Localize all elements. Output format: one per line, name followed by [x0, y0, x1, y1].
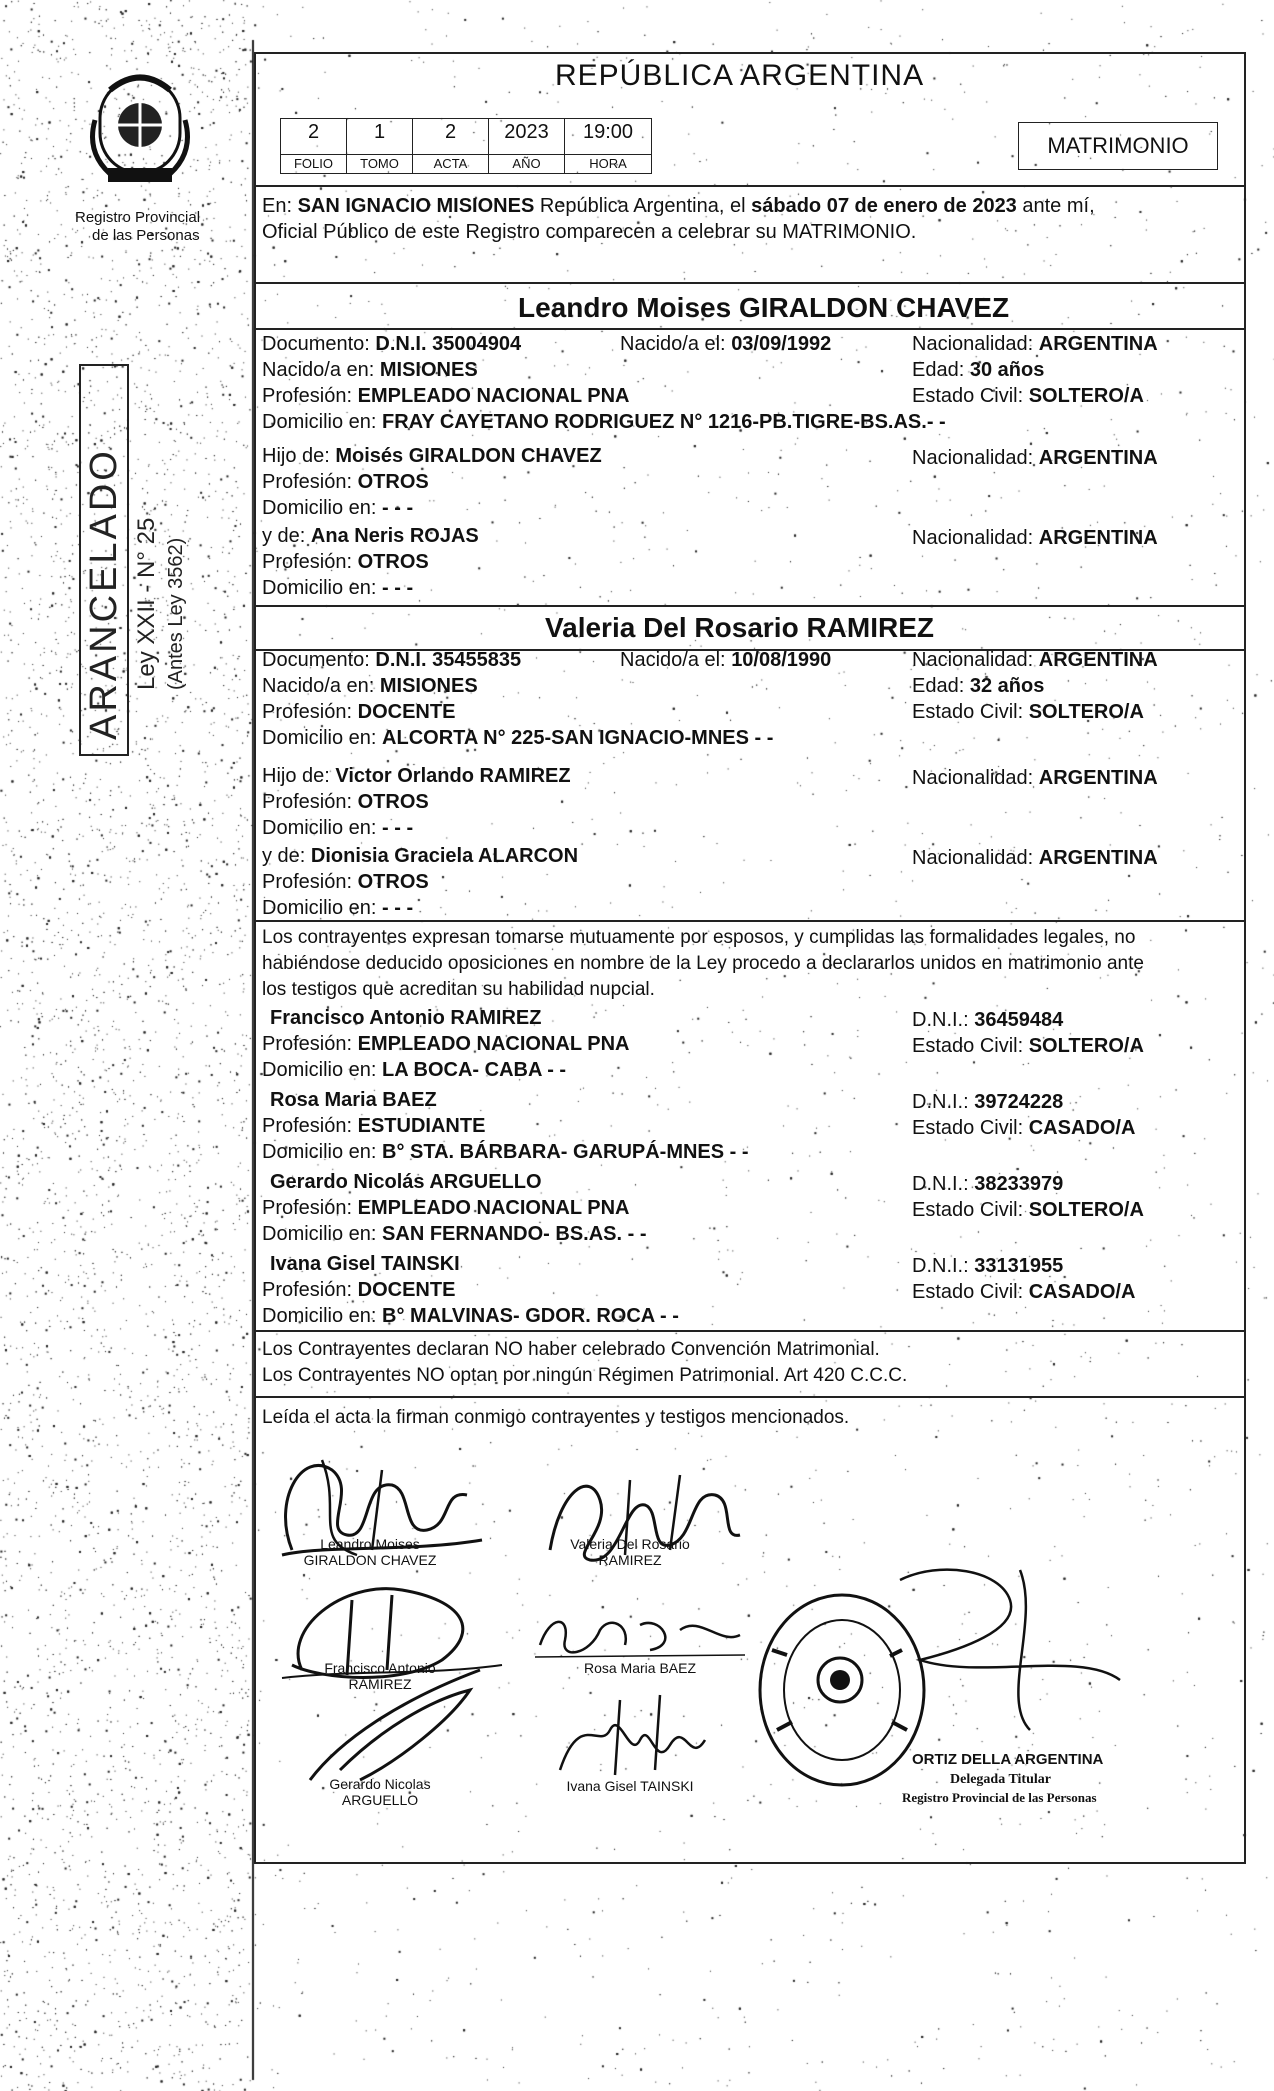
signature-witness2 — [530, 1605, 750, 1665]
spouse2-name: Valeria Del Rosario RAMIREZ — [545, 612, 935, 643]
svg-text:(Antes Ley 3562): (Antes Ley 3562) — [165, 537, 187, 690]
spouse2-father-address: Domicilio en: - - - — [262, 817, 414, 839]
intro-line-1: En: SAN IGNACIO MISIONES República Argentina, el sábado 07 de enero de 2023 ante mí, — [262, 195, 1095, 217]
ano-cell: 2023 AÑO — [489, 119, 565, 173]
witness-civil: Estado Civil: SOLTERO/A — [912, 1199, 1144, 1221]
spouse2-profession: Profesión: DOCENTE — [262, 701, 456, 723]
divider — [254, 185, 1246, 187]
official-org: Registro Provincial de las Personas — [902, 1790, 1097, 1805]
spouse1-nationality: Nacionalidad: ARGENTINA — [912, 333, 1158, 355]
hora-cell: 19:00 HORA — [565, 119, 651, 173]
witness-civil: Estado Civil: CASADO/A — [912, 1281, 1136, 1303]
spouse2-born: Nacido/a el: 10/08/1990 — [620, 649, 832, 671]
divider — [254, 282, 1246, 284]
signature-witness3 — [280, 1660, 520, 1790]
witness-dni: D.N.I.: 38233979 — [912, 1173, 1064, 1195]
registry-label-2: de las Personas — [92, 227, 200, 244]
spouse2-mother: y de: Dionisia Graciela ALARCON — [262, 845, 579, 867]
spouse2-father-profession: Profesión: OTROS — [262, 791, 429, 813]
spouse1-mother-address: Domicilio en: - - - — [262, 577, 414, 599]
witness-name: Ivana Gisel TAINSKI — [270, 1253, 460, 1275]
country-title: REPÚBLICA ARGENTINA — [555, 59, 925, 92]
signature-witness4 — [540, 1690, 740, 1780]
divider — [254, 1396, 1246, 1398]
witness-civil: Estado Civil: CASADO/A — [912, 1117, 1136, 1139]
spouse2-mother-profession: Profesión: OTROS — [262, 871, 429, 893]
spouse2-birthplace: Nacido/a en: MISIONES — [262, 675, 478, 697]
divider — [254, 605, 1246, 607]
witness-dni: D.N.I.: 39724228 — [912, 1091, 1064, 1113]
registry-label-1: Registro Provincial — [75, 209, 201, 226]
signature-caption: Leandro Moises GIRALDON CHAVEZ — [303, 1536, 437, 1568]
spouse1-profession: Profesión: EMPLEADO NACIONAL PNA — [262, 385, 630, 407]
signature-caption: Rosa Maria BAEZ — [583, 1660, 697, 1676]
spouse1-father-address: Domicilio en: - - - — [262, 497, 414, 519]
convention-line-1: Los Contrayentes declaran NO haber celebrado Convención Matrimonial. — [262, 1339, 880, 1360]
spouse2-age: Edad: 32 años — [912, 675, 1045, 697]
official-name: ORTIZ DELLA ARGENTINA — [912, 1751, 1104, 1768]
witness-dni: D.N.I.: 33131955 — [912, 1255, 1064, 1277]
declaration-line-1: Los contrayentes expresan tomarse mutuamente por esposos, y cumplidas las formalidades legales, no — [262, 927, 1136, 948]
tomo-cell: 1 TOMO — [347, 119, 413, 173]
closing-line: Leída el acta la firman conmigo contrayentes y testigos mencionados. — [262, 1407, 850, 1428]
divider — [254, 1330, 1246, 1332]
folio-cell: 2 FOLIO — [281, 119, 347, 173]
signature-caption: Ivana Gisel TAINSKI — [566, 1778, 694, 1794]
witness-profession: Profesión: EMPLEADO NACIONAL PNA — [262, 1033, 630, 1055]
spouse1-age: Edad: 30 años — [912, 359, 1045, 381]
convention-line-2: Los Contrayentes NO optan por ningún Régimen Patrimonial. Art 420 C.C.C. — [262, 1365, 908, 1386]
declaration-line-3: los testigos que acreditan su habilidad nupcial. — [262, 979, 655, 1000]
official-role: Delegada Titular — [950, 1772, 1051, 1787]
svg-text:Ley XXII - N° 25: Ley XXII - N° 25 — [133, 517, 160, 690]
spouse1-birthplace: Nacido/a en: MISIONES — [262, 359, 478, 381]
spouse2-mother-address: Domicilio en: - - - — [262, 897, 414, 919]
witness-profession: Profesión: EMPLEADO NACIONAL PNA — [262, 1197, 630, 1219]
witness-name: Gerardo Nicolás ARGUELLO — [270, 1171, 542, 1193]
spouse1-document: Documento: D.N.I. 35004904 — [262, 333, 522, 355]
witness-address: Domicilio en: B° MALVINAS- GDOR. ROCA - - — [262, 1305, 679, 1327]
witness-dni: D.N.I.: 36459484 — [912, 1009, 1064, 1031]
spouse1-mother: y de: Ana Neris ROJAS — [262, 525, 479, 547]
spouse1-name: Leandro Moises GIRALDON CHAVEZ — [518, 292, 1010, 323]
spouse2-mother-nationality: Nacionalidad: ARGENTINA — [912, 847, 1158, 869]
arancelado-stamp — [30, 360, 200, 760]
intro-line-2: Oficial Público de este Registro comparecen a celebrar su MATRIMONIO. — [262, 221, 917, 243]
spouse1-father-profession: Profesión: OTROS — [262, 471, 429, 493]
act-type-box: MATRIMONIO — [1018, 122, 1218, 170]
witness-profession: Profesión: DOCENTE — [262, 1279, 456, 1301]
spouse2-nationality: Nacionalidad: ARGENTINA — [912, 649, 1158, 671]
witness-civil: Estado Civil: SOLTERO/A — [912, 1035, 1144, 1057]
province-logo — [70, 60, 210, 200]
spouse1-father: Hijo de: Moisés GIRALDON CHAVEZ — [262, 445, 602, 467]
spouse1-civil: Estado Civil: SOLTERO/A — [912, 385, 1144, 407]
witness-name: Francisco Antonio RAMIREZ — [270, 1007, 542, 1029]
divider — [254, 328, 1246, 330]
signature-caption: Gerardo Nicolas ARGUELLO — [329, 1776, 431, 1808]
svg-text:ARANCELADO: ARANCELADO — [83, 448, 125, 740]
witness-profession: Profesión: ESTUDIANTE — [262, 1115, 486, 1137]
spouse1-father-nationality: Nacionalidad: ARGENTINA — [912, 447, 1158, 469]
declaration-line-2: habiéndose deducido oposiciones en nombre de la Ley procedo a declararlos unidos en matrimonio ante — [262, 953, 1144, 974]
spouse1-born: Nacido/a el: 03/09/1992 — [620, 333, 832, 355]
spouse1-address: Domicilio en: FRAY CAYETANO RODRIGUEZ N° 1216-PB.TIGRE-BS.AS.- - — [262, 411, 946, 433]
spouse1-mother-nationality: Nacionalidad: ARGENTINA — [912, 527, 1158, 549]
witness-address: Domicilio en: SAN FERNANDO- BS.AS. - - — [262, 1223, 647, 1245]
signature-caption: Francisco Antonio RAMIREZ — [324, 1660, 436, 1692]
spouse1-mother-profession: Profesión: OTROS — [262, 551, 429, 573]
spouse2-document: Documento: D.N.I. 35455835 — [262, 649, 522, 671]
witness-address: Domicilio en: B° STA. BÁRBARA- GARUPÁ-MNES - - — [262, 1141, 749, 1163]
spouse2-civil: Estado Civil: SOLTERO/A — [912, 701, 1144, 723]
spouse2-father: Hijo de: Victor Orlando RAMIREZ — [262, 765, 571, 787]
witness-name: Rosa Maria BAEZ — [270, 1089, 437, 1111]
witness-address: Domicilio en: LA BOCA- CABA - - — [262, 1059, 567, 1081]
spouse2-address: Domicilio en: ALCORTA N° 225-SAN IGNACIO-MNES - - — [262, 727, 774, 749]
acta-cell: 2 ACTA — [413, 119, 489, 173]
record-fields — [280, 118, 652, 174]
spouse2-father-nationality: Nacionalidad: ARGENTINA — [912, 767, 1158, 789]
signature-caption: Valeria Del Rosario RAMIREZ — [570, 1536, 690, 1568]
official-signature — [880, 1560, 1140, 1740]
divider — [254, 920, 1246, 922]
